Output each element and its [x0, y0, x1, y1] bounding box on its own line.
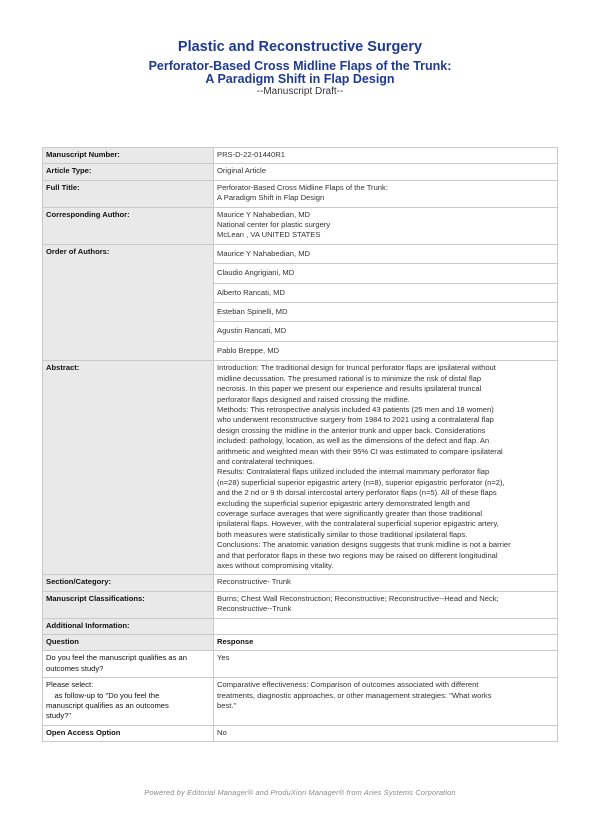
text-line: A Paradigm Shift in Flap Design	[217, 193, 325, 203]
article-type-value: Original Article	[214, 164, 558, 180]
abstract-line: excluding the superficial superior epigastric artery demonstrated length and	[217, 498, 470, 508]
abstract-line: coverage surface averages that were significantly greater than those traditional	[217, 508, 483, 518]
text-line: Burns; Chest Wall Reconstruction; Reconstructive; Reconstructive--Head and Neck;	[217, 593, 499, 603]
document-header	[0, 39, 600, 97]
abstract-line: (n=28) superficial superior epigastric artery (n=8), superior epigastric perforator (n=2),	[217, 477, 505, 487]
row-label: Additional Information:	[43, 618, 214, 634]
row-corresponding-author	[43, 207, 558, 244]
row-label: Manuscript Number:	[43, 148, 214, 164]
row-label: Order of Authors:	[43, 244, 214, 360]
row-question-header	[43, 635, 558, 651]
abstract-line: and contralateral techniques.	[217, 456, 315, 466]
text-line: Reconstructive--Trunk	[217, 604, 292, 614]
open-access-value: No	[214, 725, 558, 741]
row-manuscript-number	[43, 148, 558, 164]
row-open-access	[43, 725, 558, 741]
author-entry: Maurice Y Nahabedian, MD	[214, 244, 558, 263]
row-full-title	[43, 180, 558, 207]
text-line: Comparative effectiveness: Comparison of outcomes associated with different	[217, 680, 479, 690]
text-line: study?"	[46, 711, 72, 721]
row-label: Corresponding Author:	[43, 207, 214, 244]
manuscript-number-value: PRS-D-22-01440R1	[214, 148, 558, 164]
text-line: National center for plastic surgery	[217, 220, 331, 230]
abstract-line: included: pathology, location, as well as the dimensions of the defect and flap. An	[217, 436, 490, 446]
abstract-line: axes without compromising vitality.	[217, 561, 334, 570]
abstract-line: Introduction: The traditional design for truncal perforator flaps are ipsilateral without	[217, 363, 496, 373]
author-entry: Alberto Rancati, MD	[214, 283, 558, 302]
text-line: best."	[217, 701, 237, 711]
abstract-line: Results: Contralateral flaps utilized included the internal mammary perforator flap	[217, 467, 490, 477]
response-text	[214, 678, 558, 726]
text-line: McLean , VA UNITED STATES	[217, 230, 321, 240]
abstract-line: midline decussation. The presumed rational is to minimize the risk of distal flap	[217, 373, 482, 383]
additional-information-value	[214, 618, 558, 634]
row-label: Section/Category:	[43, 575, 214, 591]
manuscript-classifications-value	[214, 591, 558, 618]
text-line: Do you feel the manuscript qualifies as an	[46, 653, 187, 663]
text-line: treatments, diagnostic approaches, or other management strategies: "What works	[217, 690, 492, 700]
manuscript-draft-label: --Manuscript Draft--	[256, 86, 344, 97]
abstract-line: and the 2 nd or 9 th dorsal intercostal artery perforator flaps (n=5). All of these flaps	[217, 488, 497, 498]
full-title-value	[214, 180, 558, 207]
abstract-value	[214, 361, 558, 575]
abstract-line: both measures were statistically similar to those traditional ipsilateral flaps.	[217, 529, 468, 539]
question-column-header: Question	[43, 635, 214, 651]
row-section-category	[43, 575, 558, 591]
journal-name: Plastic and Reconstructive Surgery	[177, 39, 423, 55]
response-column-header: Response	[214, 635, 558, 651]
section-category-value: Reconstructive- Trunk	[214, 575, 558, 591]
author-entry: Esteban Spinelli, MD	[214, 303, 558, 322]
manuscript-title-line-2: A Paradigm Shift in Flap Design	[205, 72, 395, 86]
question-text	[43, 678, 214, 726]
text-line: as follow-up to "Do you feel the	[46, 690, 160, 700]
manuscript-title-line-1: Perforator-Based Cross Midline Flaps of the Trunk:	[148, 59, 452, 73]
row-label: Manuscript Classifications:	[43, 591, 214, 618]
abstract-line: perforator flaps designed and raised crossing the midline.	[217, 394, 410, 404]
question-text	[43, 651, 214, 678]
abstract-line: Conclusions: The anatomic variation designs suggests that trunk midline is not a barrier	[217, 540, 511, 550]
text-line: Maurice Y Nahabedian, MD	[217, 209, 311, 219]
text-line: Perforator-Based Cross Midline Flaps of the Trunk:	[217, 182, 388, 192]
abstract-line: arithmetic and weighted mean with their 95% CI was estimated to compare ipsilateral	[217, 446, 503, 456]
row-question-followup	[43, 678, 558, 726]
abstract-line: Methods: This retrospective analysis included 43 patients (25 men and 18 women)	[217, 404, 494, 414]
response-text: Yes	[214, 651, 558, 678]
abstract-line: necrosis. In this paper we present our experience and results ipsilateral truncal	[217, 384, 482, 394]
author-entry: Pablo Breppe, MD	[214, 341, 558, 360]
author-entry: Agustin Rancati, MD	[214, 322, 558, 341]
row-label: Article Type:	[43, 164, 214, 180]
row-label: Abstract:	[43, 361, 214, 575]
abstract-line: ipsilateral flaps. However, with the contralateral superficial superior epigastric artery,	[217, 519, 499, 529]
text-line: Please select:	[46, 680, 94, 690]
corresponding-author-value	[214, 207, 558, 244]
row-article-type	[43, 164, 558, 180]
author-entry: Claudio Angrigiani, MD	[214, 264, 558, 283]
row-manuscript-classifications	[43, 591, 558, 618]
row-additional-information	[43, 618, 558, 634]
manuscript-details-table	[42, 147, 558, 742]
open-access-label: Open Access Option	[43, 725, 214, 741]
abstract-line: and that perforator flaps in these two regions may be raised on different longitudinal	[217, 550, 498, 560]
row-label: Full Title:	[43, 180, 214, 207]
abstract-line: design crossing the midline in the anterior trunk and upper back. Considerations	[217, 425, 486, 435]
row-abstract	[43, 361, 558, 575]
text-line: outcomes study?	[46, 663, 104, 673]
row-question-outcomes	[43, 651, 558, 678]
abstract-line: who underwent reconstructive surgery from 1984 to 2021 using a contralateral flap	[217, 415, 494, 425]
row-order-of-authors	[43, 244, 558, 263]
text-line: manuscript qualifies as an outcomes	[46, 701, 169, 711]
footer-powered-by: Powered by Editorial Manager® and ProduXion Manager® from Aries Systems Corporation	[144, 788, 456, 797]
